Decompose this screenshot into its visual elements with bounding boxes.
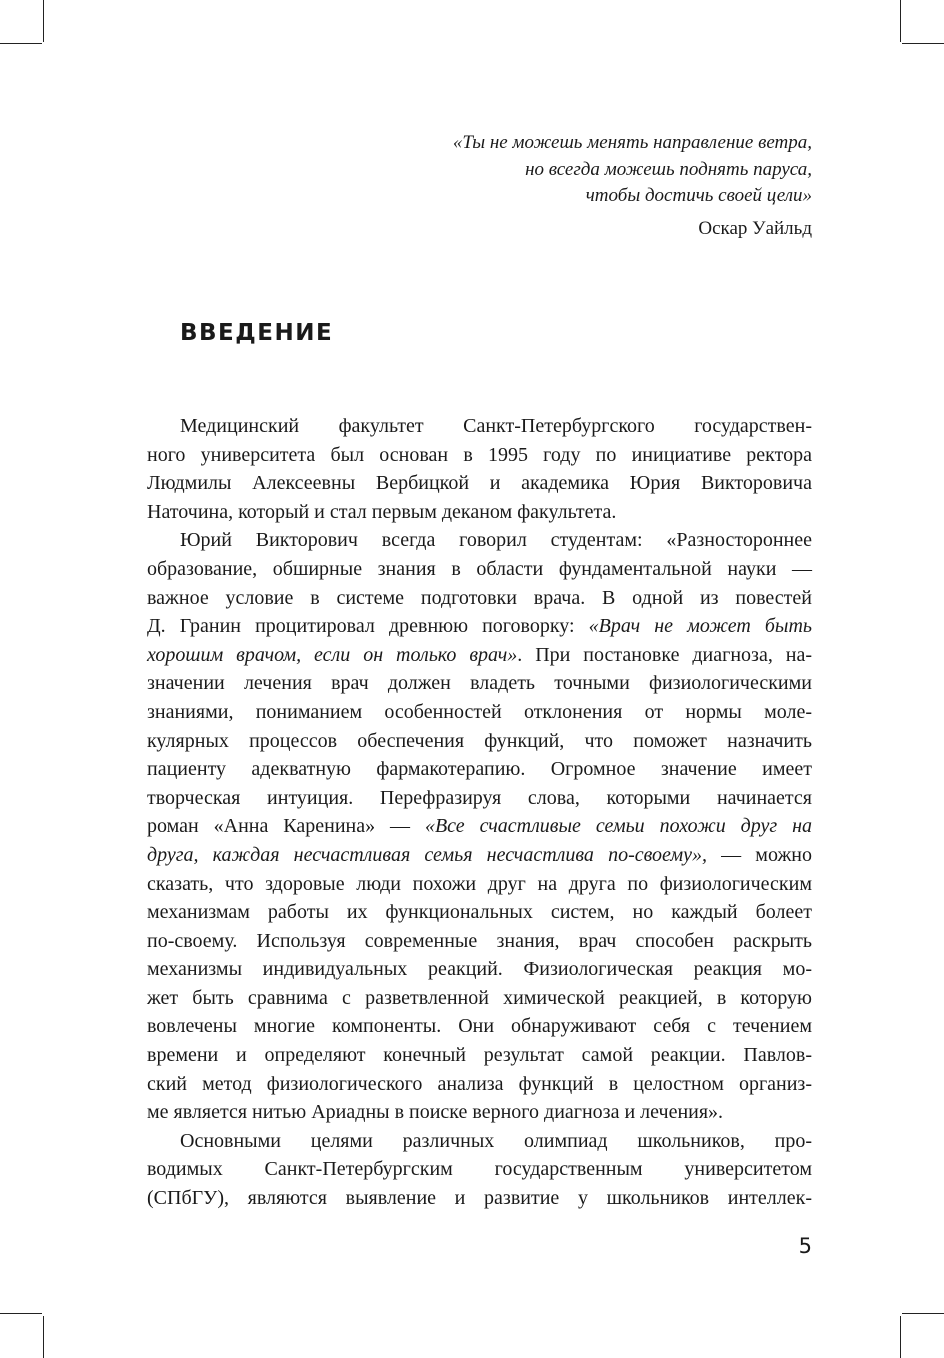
text-line — [147, 927, 812, 956]
text-run: по-своему. Используя современные знания, врач способен раскрыть — [147, 929, 812, 952]
crop-mark-top-right-h — [902, 43, 944, 44]
text-run: ский метод физиологического анализа функций в целостном организ- — [147, 1072, 812, 1095]
paragraph — [147, 1127, 812, 1213]
text-line — [147, 1041, 812, 1070]
text-line — [147, 1127, 812, 1156]
text-line — [147, 441, 812, 470]
text-run: пациенту адекватную фармакотерапию. Огромное значение имеет — [147, 758, 812, 781]
epigraph-line: «Ты не можешь менять направление ветра, — [452, 132, 812, 153]
text-run: Юрий Викторович всегда говорил студентам: «Разностороннее — [180, 529, 812, 552]
epigraph-author: Оскар Уайльд — [698, 217, 812, 239]
text-run: водимых Санкт-Петербургским государственным университетом — [147, 1158, 812, 1181]
crop-mark-bottom-left-h — [0, 1313, 42, 1314]
text-run: — можно — [707, 843, 812, 866]
text-line — [147, 1184, 812, 1213]
text-run: Основными целями различных олимпиад школьников, про- — [180, 1129, 812, 1152]
text-line — [147, 469, 812, 498]
crop-mark-top-left — [43, 0, 44, 42]
text-line — [147, 841, 812, 870]
text-line — [147, 784, 812, 813]
text-run: кулярных процессов обеспечения функций, что поможет назначить — [147, 729, 812, 752]
italic-quote: «Все счастливые семьи похожи друг на — [424, 815, 812, 838]
text-line — [147, 698, 812, 727]
text-run: творческая интуиция. Перефразируя слова, которыми начинается — [147, 786, 812, 809]
text-line — [147, 641, 812, 670]
text-run: Медицинский факультет Санкт-Петербургского государствен- — [180, 415, 812, 437]
text-run: времени и определяют конечный результат самой реакции. Павлов- — [147, 1044, 812, 1067]
text-line — [147, 955, 812, 984]
text-run: роман «Анна Каренина» — — [147, 815, 425, 838]
body-text — [147, 412, 812, 1213]
text-run: ного университета был основан в 1995 году по инициативе ректора — [147, 443, 812, 466]
text-run: (СПбГУ), являются выявление и развитие у школьников интеллек- — [147, 1187, 812, 1210]
text-line — [147, 1070, 812, 1099]
text-run: Людмилы Алексеевны Вербицкой и академика Юрия Викторовича — [147, 472, 812, 495]
text-run: знаниями, пониманием особенностей отклонения от нормы моле- — [147, 700, 812, 723]
crop-mark-bottom-left — [43, 1316, 44, 1358]
epigraph-line: но всегда можешь поднять паруса, — [525, 158, 812, 180]
text-run: важное условие в системе подготовки врача. В одной из повестей — [147, 586, 812, 609]
text-run: Д. Гранин процитировал древнюю поговорку: — [147, 615, 589, 638]
text-line — [147, 584, 812, 613]
text-run: Наточина, который и стал первым деканом факультета. — [147, 500, 617, 523]
page-number: 5 — [798, 1234, 812, 1258]
text-line — [147, 898, 812, 927]
text-run: образование, обширные знания в области фундаментальной науки — — [147, 557, 812, 580]
text-line — [147, 984, 812, 1013]
text-run: механизмам работы их функциональных систем, но каждый болеет — [147, 901, 812, 924]
text-line — [147, 1012, 812, 1041]
epigraph-line: чтобы достичь своей цели» — [585, 185, 812, 206]
text-run: значении лечения врач должен владеть точными физиологическими — [147, 672, 812, 695]
text-line — [147, 669, 812, 698]
text-run: ме является нитью Ариадны в поиске верного диагноза и лечения». — [147, 1101, 724, 1124]
paragraph — [147, 526, 812, 1126]
text-run: вовлечены многие компоненты. Они обнаруживают себя с течением — [147, 1015, 812, 1038]
italic-quote: друга, каждая несчастливая семья несчастлива по-своему», — [147, 843, 708, 866]
text-line — [147, 412, 812, 441]
text-line — [147, 870, 812, 899]
italic-quote: «Врач не может быть — [588, 615, 812, 638]
epigraph — [453, 130, 812, 242]
text-line — [147, 812, 812, 841]
crop-mark-top-left-h — [0, 43, 42, 44]
text-run: механизмы индивидуальных реакций. Физиологическая реакция мо- — [147, 958, 812, 981]
text-line — [147, 755, 812, 784]
text-line — [147, 1098, 812, 1127]
crop-mark-bottom-right — [900, 1316, 901, 1358]
text-line — [147, 612, 812, 641]
text-run: жет быть сравнима с разветвленной химической реакцией, в которую — [147, 986, 812, 1009]
text-line — [147, 727, 812, 756]
italic-quote: хорошим врачом, если он только врач» — [147, 643, 518, 666]
paragraph — [147, 412, 812, 526]
crop-mark-bottom-right-h — [902, 1313, 944, 1314]
text-line — [147, 555, 812, 584]
text-run: . При постановке диагноза, на- — [517, 643, 812, 666]
crop-mark-top-right — [900, 0, 901, 42]
chapter-heading: ВВЕДЕНИЕ — [180, 320, 334, 346]
text-run: сказать, что здоровые люди похожи друг на друга по физиологическим — [147, 872, 812, 895]
text-line — [147, 526, 812, 555]
text-line — [147, 498, 812, 527]
text-line — [147, 1155, 812, 1184]
